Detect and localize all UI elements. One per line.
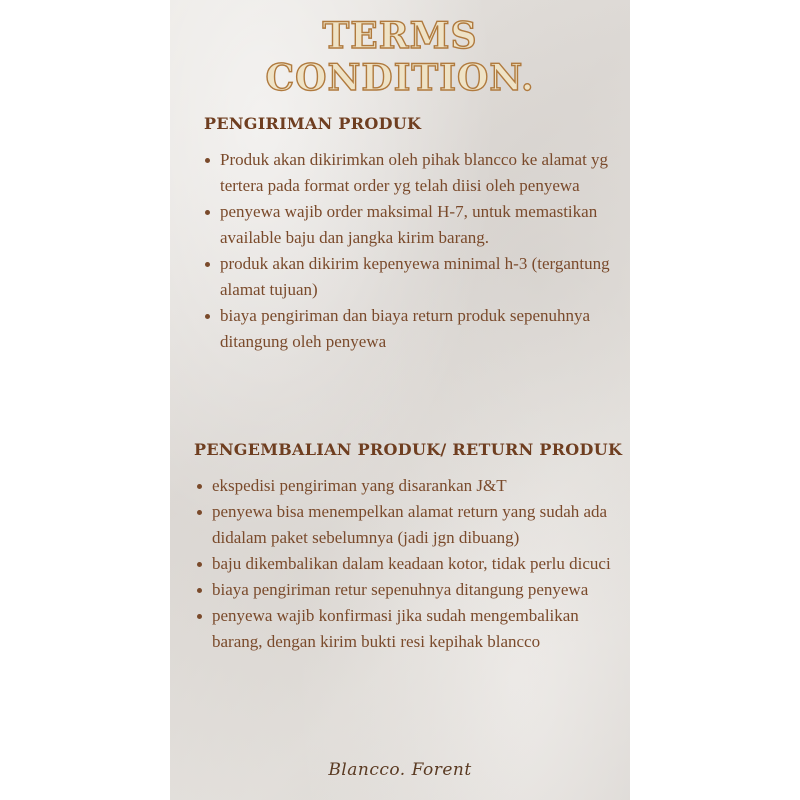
bullet-icon (197, 614, 202, 619)
list-item (192, 473, 630, 499)
title-line-1: TERMS (322, 15, 478, 57)
section-heading-shipping: PENGIRIMAN PRODUK (204, 114, 422, 133)
bullet-icon (205, 314, 210, 319)
bullet-icon (197, 510, 202, 515)
title-line-2: CONDITION. (265, 57, 535, 99)
list-item-text: penyewa wajib konfirmasi jika sudah mengembalikan barang, dengan kirim bukti resi kepihak blancco (212, 606, 579, 651)
bullet-icon (197, 588, 202, 593)
bullet-icon (205, 262, 210, 267)
bullet-icon (197, 484, 202, 489)
list-item-text: biaya pengiriman dan biaya return produk sepenuhnya ditangung oleh penyewa (220, 306, 591, 351)
bullet-icon (205, 158, 210, 163)
list-item (200, 199, 620, 251)
list-item (192, 603, 630, 655)
bullet-icon (205, 210, 210, 215)
list-item-text: baju dikembalikan dalam keadaan kotor, tidak perlu dicuci (212, 554, 611, 573)
return-terms-list (192, 473, 630, 655)
list-item (200, 147, 620, 199)
bullet-icon (197, 562, 202, 567)
list-item-text: ekspedisi pengiriman yang disarankan J&T (212, 476, 507, 495)
terms-card (170, 0, 630, 800)
list-item (192, 499, 630, 551)
list-item-text: penyewa bisa menempelkan alamat return yang sudah ada didalam paket sebelumnya (jadi jgn dibuang) (212, 502, 608, 547)
list-item (192, 551, 630, 577)
shipping-terms-list (200, 147, 620, 355)
section-heading-return: PENGEMBALIAN PRODUK/ RETURN PRODUK (194, 440, 623, 459)
list-item-text: produk akan dikirim kepenyewa minimal h-3 (tergantung alamat tujuan) (220, 254, 610, 299)
list-item-text: penyewa wajib order maksimal H-7, untuk memastikan available baju dan jangka kirim barang. (220, 202, 598, 247)
list-item (200, 303, 620, 355)
brand-signature: Blancco. Forent (328, 760, 472, 780)
list-item-text: biaya pengiriman retur sepenuhnya ditangung penyewa (212, 580, 589, 599)
list-item (200, 251, 620, 303)
list-item (192, 577, 630, 603)
list-item-text: Produk akan dikirimkan oleh pihak blancco ke alamat yg tertera pada format order yg telah diisi oleh penyewa (220, 150, 609, 195)
